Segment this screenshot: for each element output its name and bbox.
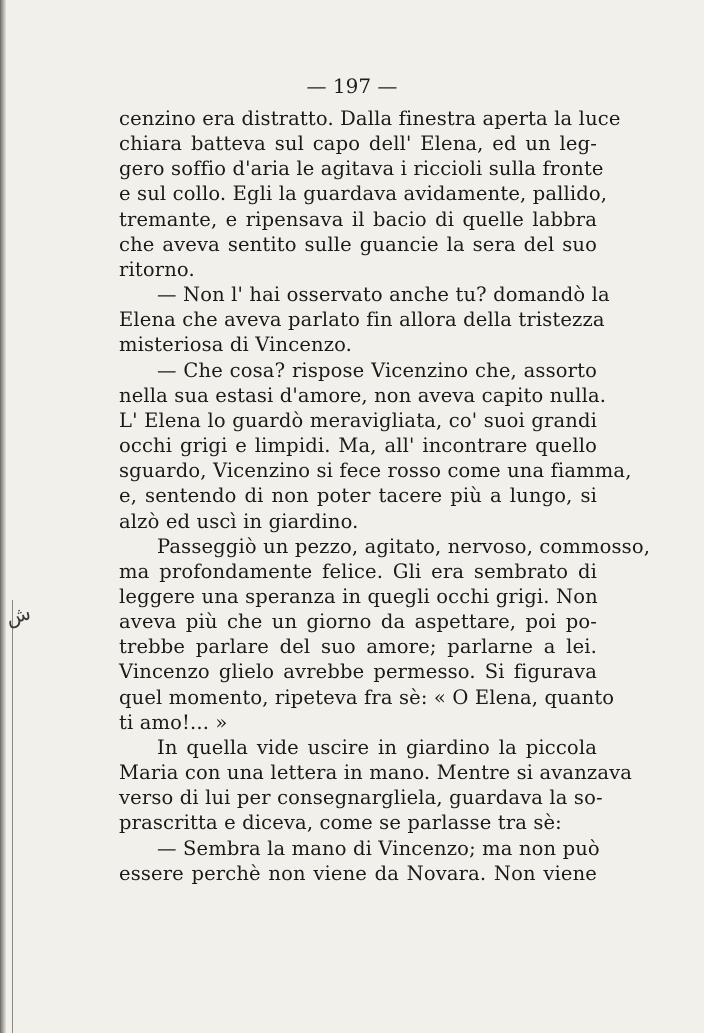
text-line: — Sembra la mano di Vincenzo; ma non può: [157, 836, 600, 860]
binding-edge: [0, 0, 6, 1033]
text-line: ma profondamente felice. Gli era sembrato di: [119, 559, 597, 583]
text-line: tremante, e ripensava il bacio di quelle labbra: [119, 207, 597, 231]
text-line: ritorno.: [119, 257, 195, 281]
text-line: gero soffio d'aria le agitava i riccioli sulla fronte: [119, 157, 604, 181]
text-line: e sul collo. Egli la guardava avidamente, pallido,: [119, 182, 608, 206]
text-line: — Che cosa? rispose Vicenzino che, assorto: [157, 358, 597, 382]
text-line: leggere una speranza in quegli occhi grigi. Non: [119, 584, 598, 608]
binding-shadow-line: [12, 600, 13, 1033]
text-line: ti amo!... »: [119, 710, 228, 734]
page-number: — 197 —: [306, 74, 398, 98]
text-line: essere perchè non viene da Novara. Non viene: [119, 861, 597, 885]
text-line: In quella vide uscire in giardino la piccola: [157, 735, 597, 759]
text-line: quel momento, ripeteva fra sè: « O Elena, quanto: [119, 685, 615, 709]
text-line: Vincenzo glielo avrebbe permesso. Si figurava: [119, 660, 597, 684]
text-line: sguardo, Vicenzino si fece rosso come una fiamma,: [119, 459, 632, 483]
text-line: verso di lui per consegnargliela, guardava la so-: [119, 786, 603, 810]
text-line: Elena che aveva parlato fin allora della tristezza: [119, 308, 605, 332]
margin-ink-mark: ﺵ: [3, 600, 34, 630]
text-line: cenzino era distratto. Dalla finestra aperta la luce: [119, 107, 621, 130]
text-line: L' Elena lo guardò meravigliata, co' suoi grandi: [119, 408, 597, 432]
text-line: chiara batteva sul capo dell' Elena, ed un leg-: [119, 132, 597, 156]
text-line: trebbe parlare del suo amore; parlarne a lei.: [119, 635, 597, 659]
text-line: occhi grigi e limpidi. Ma, all' incontrare quello: [119, 434, 597, 458]
text-line: aveva più che un giorno da aspettare, poi po-: [119, 610, 597, 634]
text-line: che aveva sentito sulle guancie la sera del suo: [119, 232, 597, 256]
body-text: [119, 106, 651, 886]
text-line: prascritta e diceva, come se parlasse tra sè:: [119, 811, 562, 835]
text-line: nella sua estasi d'amore, non aveva capito nulla.: [119, 383, 607, 407]
text-line: Maria con una lettera in mano. Mentre si avanzava: [119, 761, 633, 785]
text-line: Passeggiò un pezzo, agitato, nervoso, commosso,: [157, 534, 651, 558]
text-line: e, sentendo di non poter tacere più a lungo, si: [119, 484, 597, 508]
text-line: misteriosa di Vincenzo.: [119, 333, 353, 357]
text-line: alzò ed uscì in giardino.: [119, 509, 359, 533]
text-line: — Non l' hai osservato anche tu? domandò la: [157, 283, 610, 307]
